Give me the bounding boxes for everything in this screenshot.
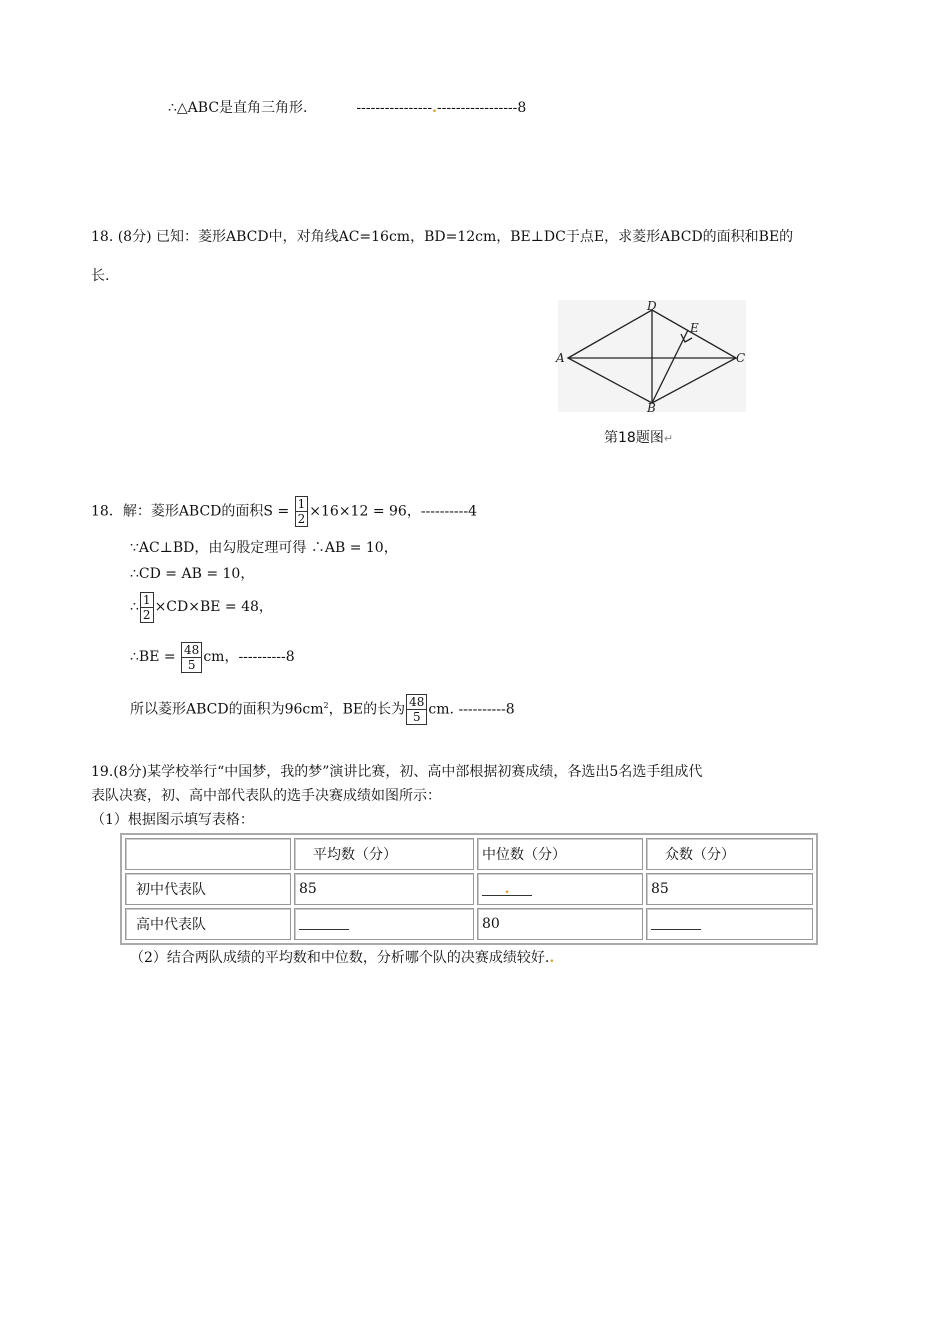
q17-conclusion: ∴△ABC是直角三角形. <box>168 100 308 116</box>
fraction-denominator: 5 <box>187 657 196 672</box>
cell-mode: 85 <box>646 873 813 905</box>
q18-solution-line5 <box>130 639 295 675</box>
q17-conclusion-line <box>168 98 526 118</box>
q18-s4-suffix: ×CD×BE = 48， <box>154 599 273 615</box>
q18-solution-line2: ∵AC⊥BD，由勾股定理可得 ∴AB = 10， <box>130 540 398 556</box>
q18-s6-suffix: cm. ----------8 <box>428 701 515 718</box>
q19-line1: 19.(8分)某学校举行“中国梦，我的梦”演讲比赛，初、高中部根据初赛成绩，各选出5名选手组成代 <box>91 764 703 780</box>
answer-blank[interactable] <box>651 915 701 930</box>
label-d: D <box>647 300 657 313</box>
cell-median: 80 <box>477 908 643 940</box>
fraction-be <box>406 694 427 725</box>
cell-team: 初中代表队 <box>125 873 291 905</box>
label-a: A <box>556 351 565 365</box>
q19-part2-line <box>130 948 554 968</box>
table-row <box>125 908 813 940</box>
figure-caption-text: 第18题图 <box>604 430 664 446</box>
header-cell-empty <box>125 838 291 870</box>
table-row <box>125 873 813 905</box>
fraction-numerator: 48 <box>409 695 425 710</box>
label-e: E <box>690 321 699 335</box>
rhombus-figure <box>550 300 750 415</box>
q18-problem-line1: 18. (8分) 已知：菱形ABCD中，对角线AC=16cm，BD=12cm，BE⊥DC于点E，求菱形ABCD的面积和BE的 <box>91 229 794 245</box>
q19-line2: 表队决赛，初、高中部代表队的选手决赛成绩如图所示： <box>91 788 441 804</box>
q19-part2: （2）结合两队成绩的平均数和中位数，分析哪个队的决赛成绩较好. <box>130 950 550 966</box>
header-cell-median: 中位数（分） <box>477 838 643 870</box>
fraction-numerator: 48 <box>184 642 200 657</box>
cell-median-blank[interactable] <box>477 873 643 905</box>
q18-solution-line6 <box>130 688 515 728</box>
fraction-denominator: 2 <box>297 512 306 526</box>
answer-blank[interactable] <box>482 881 532 896</box>
fraction-be <box>181 642 202 673</box>
header-cell-mean: 平均数（分） <box>294 838 474 870</box>
figure-caption <box>604 428 673 449</box>
header-cell-mode: 众数（分） <box>646 838 813 870</box>
q18-s1-prefix: 18．解：菱形ABCD的面积S = <box>91 503 294 520</box>
fraction-denominator: 5 <box>412 710 421 725</box>
fraction-one-half <box>140 592 154 623</box>
cell-team: 高中代表队 <box>125 908 291 940</box>
marker-dot: . <box>432 100 437 116</box>
marker-dot: . <box>504 881 510 897</box>
fraction-denominator: 2 <box>142 607 151 622</box>
q18-s5-suffix: cm，----------8 <box>203 649 295 665</box>
q18-problem-line2: 长. <box>91 268 110 284</box>
q18-solution-line1 <box>91 496 477 527</box>
fraction-one-half <box>295 496 309 527</box>
q18-solution-line3: ∴CD = AB = 10， <box>130 566 255 582</box>
cell-mean-blank[interactable] <box>294 908 474 940</box>
cell-mean: 85 <box>294 873 474 905</box>
q18-s5-prefix: ∴BE = <box>130 649 181 665</box>
q18-s4-prefix: ∴ <box>130 599 139 615</box>
q19-part1: （1）根据图示填写表格： <box>91 812 254 828</box>
q17-dashes-left: ---------------- <box>356 100 433 116</box>
score-table <box>120 833 818 945</box>
cell-mode-blank[interactable] <box>646 908 813 940</box>
q18-s6-prefix: 所以菱形ABCD的面积为96cm <box>130 701 324 718</box>
fraction-numerator: 1 <box>142 592 151 607</box>
q18-s1-suffix: ×16×12 = 96，----------4 <box>309 503 478 520</box>
label-c: C <box>736 351 746 365</box>
label-b: B <box>647 401 656 415</box>
q17-dashes-right: -----------------8 <box>436 100 527 116</box>
paragraph-mark: ↵ <box>663 432 674 445</box>
q18-s6-superscript: 2 <box>323 701 329 710</box>
q18-solution-line4 <box>130 590 273 624</box>
fraction-numerator: 1 <box>297 497 306 511</box>
answer-blank[interactable] <box>299 915 349 930</box>
table-header-row <box>125 838 813 870</box>
q18-s6-mid: ，BE的长为 <box>328 701 406 718</box>
marker-dot: . <box>549 950 555 966</box>
